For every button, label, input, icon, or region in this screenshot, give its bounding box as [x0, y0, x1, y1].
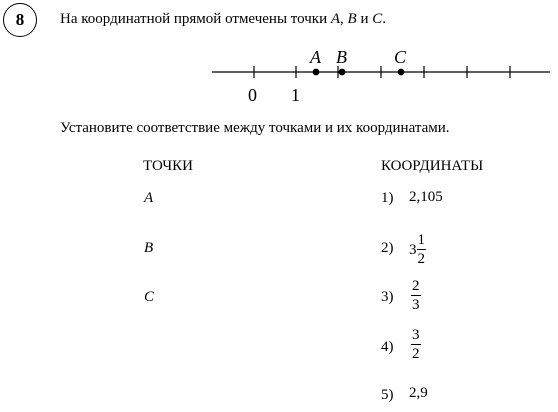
number-line [0, 40, 558, 110]
point-b-dot [339, 69, 346, 76]
point-c-dot [398, 69, 405, 76]
option-3-denominator: 3 [412, 297, 420, 313]
table-point-c: C [144, 289, 155, 305]
option-2-whole: 3 [409, 241, 417, 258]
option-5-value: 2,9 [409, 385, 428, 401]
option-4-number: 4) [381, 339, 394, 355]
option-4-fraction [411, 328, 421, 362]
and-word: и [356, 11, 373, 27]
instruction-text: Установите соответствие между точками и их координатами. [60, 120, 450, 136]
option-5-number: 5) [381, 387, 394, 403]
option-3-number: 3) [381, 289, 394, 305]
comma: , [340, 11, 348, 27]
option-4-numerator: 3 [412, 327, 420, 343]
points-column-header: ТОЧКИ [143, 158, 194, 174]
task-number: 8 [15, 10, 25, 29]
question-point-c: C [372, 11, 383, 27]
question-prefix: На координатной прямой отмечены точки [60, 11, 331, 27]
option-2-denominator: 2 [417, 251, 425, 267]
table-point-a: A [144, 190, 154, 206]
tick-label-0: 0 [248, 85, 257, 105]
question-point-b: B [347, 11, 357, 27]
point-a-dot [313, 69, 320, 76]
option-3-value [411, 279, 421, 313]
option-4-denominator: 2 [412, 346, 420, 362]
question-point-a: A [330, 11, 341, 27]
label-point-b: B [336, 47, 347, 67]
label-point-c: C [394, 47, 407, 67]
label-point-a: A [310, 47, 321, 67]
question-text [60, 11, 386, 28]
mixed-fraction [409, 233, 426, 267]
task-number-badge [3, 3, 37, 37]
option-3-fraction [411, 279, 421, 313]
option-2-value [409, 233, 426, 267]
option-2-fraction [417, 233, 427, 267]
period: . [382, 11, 386, 27]
coordinates-column-header: КООРДИНАТЫ [381, 158, 484, 174]
option-4-value [411, 328, 421, 362]
tick-label-1: 1 [291, 85, 300, 105]
option-2-numerator: 1 [417, 232, 425, 248]
option-1-number: 1) [381, 190, 394, 206]
option-1-value: 2,105 [409, 189, 443, 205]
option-3-numerator: 2 [412, 278, 420, 294]
table-point-b: B [144, 240, 154, 256]
option-2-number: 2) [381, 240, 394, 256]
